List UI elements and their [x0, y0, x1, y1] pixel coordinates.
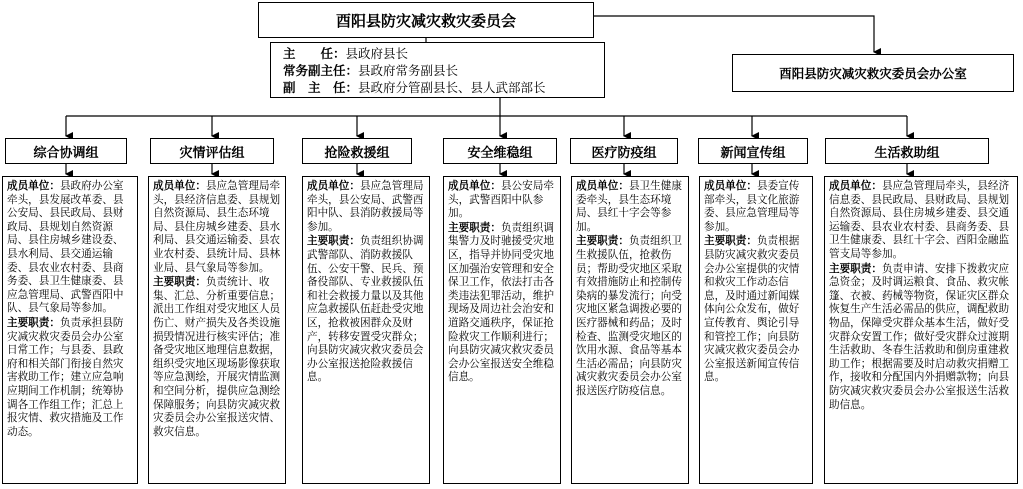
group-title-text: 灾情评估组 — [179, 145, 245, 161]
group-title-coordination — [5, 138, 127, 164]
leader-person: 县政府县长 — [345, 46, 409, 61]
group-desc-livelihood — [824, 176, 1018, 484]
leader-role: 常务副主任： — [283, 63, 359, 78]
members-text: 县应急管理局牵头，县经济信息委、县规划自然资源局、县生态环境局、县住房城乡建委、县水利局、县交通运输委、县农业农村委、县统计局、县林业局、县气象局等参加。 — [153, 180, 281, 274]
members-text: 县应急管理局牵头，县经济信息委、县民政局、县财政局、县规划自然资源局、县住房城乡建委、县交通运输委、县农业农村委、县商务委、县卫生健康委、县红十字会、酉阳金融监管支局等参加。 — [829, 180, 1010, 260]
group-title-text: 安全维稳组 — [467, 145, 533, 161]
group-desc-coordination — [2, 176, 138, 484]
group-desc-assessment — [148, 176, 286, 484]
leader-role: 主 任： — [283, 46, 346, 61]
members-text: 县卫生健康委牵头，县生态环境局、县红十字会等参加。 — [576, 180, 682, 233]
duties-text: 负责申请、安排下拨救灾应急资金；及时调运粮食、食品、救灾帐篷、衣被、药械等物资，保证灾区群众恢复生产生活必需品的供应，调配救助物品，保障受灾群众基本生活，做好受灾群众安置工作；做好受灾群众过渡期生活救助、冬春生活救助和倒房重建救助工作；根据需要及时启动救灾捐赠工作，接收和分配国内外捐赠款物；向县防灾减灾救灾委员会办公室报送生活救助信息。 — [829, 262, 1010, 411]
members-text: 县委宣传部牵头，县文化旅游委、县应急管理局等参加。 — [704, 180, 800, 233]
leader-person: 县政府常务副县长 — [358, 63, 459, 78]
duties-label: 主要职责： — [704, 235, 757, 248]
group-title-rescue — [302, 138, 412, 164]
duties-text: 负责根据县防灾减灾救灾委员会办公室提供的灾情和救灾工作动态信息，及时通过新闻媒体向公众发布，做好宣传教育、舆论引导和管控工作；向县防灾减灾救灾委员会办公室报送新闻宣传信息。 — [704, 235, 800, 384]
members-label: 成员单位： — [704, 180, 757, 192]
group-title-text: 生活救助组 — [874, 145, 940, 161]
headquarters-title: 酉阳县防灾减灾救灾委员会 — [335, 11, 516, 30]
leader-row-executive-deputy — [283, 62, 592, 79]
group-title-text: 新闻宣传组 — [720, 145, 786, 161]
group-title-text: 抢险救援组 — [324, 145, 390, 161]
leader-person: 县政府分管副县长、县人武部部长 — [358, 80, 546, 95]
arrow-to-office — [594, 16, 874, 52]
group-desc-security — [443, 176, 561, 484]
duties-label: 主要职责： — [448, 221, 501, 234]
members-label: 成员单位： — [307, 180, 360, 192]
office-title: 酉阳县防灾减灾救灾委员会办公室 — [779, 66, 967, 81]
duties-label: 主要职责： — [307, 235, 360, 248]
leader-row-director — [283, 45, 592, 62]
group-desc-rescue — [302, 176, 430, 484]
headquarters-box — [258, 2, 594, 38]
leadership-box — [270, 42, 605, 98]
group-desc-publicity — [699, 176, 813, 484]
duties-text: 负责组织协调武警部队、消防救援队伍、公安干警、民兵、预备役部队、专业救援队伍和社会救援力量以及其他应急救援队伍赶赴受灾地区，抢救被困群众及财产，转移安置受灾群众；向县防灾减灾救灾委员会办公室报送抢险救援信息。 — [307, 235, 424, 384]
group-title-assessment — [150, 138, 274, 164]
members-text: 县政府办公室牵头，县发展改革委、县公安局、县民政局、县财政局、县规划自然资源局、县住房城乡建设委、县水利局、县交通运输委、县农业农村委、县商务委、县卫生健康委、县应急管理局、武警酉阳中队、县气象局等参加。 — [7, 180, 124, 315]
office-box — [732, 54, 1014, 92]
duties-label: 主要职责： — [153, 276, 206, 289]
leader-row-deputy — [283, 79, 592, 96]
group-title-text: 医疗防疫组 — [591, 145, 657, 161]
duties-text: 负责承担县防灾减灾救灾委员会办公室日常工作；与县委、县政府和相关部门衔接自然灾害救助工作；建立应急响应期间工作机制；统筹协调各工作组工作；汇总上报灾情、救灾措施及工作动态。 — [7, 316, 124, 438]
members-label: 成员单位： — [829, 180, 882, 192]
members-text: 县应急管理局牵头，县公安局、武警酉阳中队、县消防救援局等参加。 — [307, 180, 424, 233]
group-title-publicity — [698, 138, 808, 164]
members-label: 成员单位： — [153, 180, 206, 192]
duties-text: 负责组织调集警力及时驰援受灾地区，指导并协同受灾地区加强治安管理和安全保卫工作，依法打击各类违法犯罪活动，维护现场及周边社会治安和道路交通秩序，保证抢险救灾工作顺利进行；向县防灾减灾救灾委员会办公室报送安全维稳信息。 — [448, 221, 554, 384]
members-text: 县公安局牵头，武警酉阳中队参加。 — [448, 180, 554, 220]
leader-role: 副 主 任： — [283, 80, 359, 95]
members-label: 成员单位： — [448, 180, 501, 192]
group-desc-medical — [571, 176, 689, 484]
group-title-medical — [570, 138, 678, 164]
duties-label: 主要职责： — [7, 316, 60, 329]
group-title-security — [443, 138, 557, 164]
group-title-livelihood — [825, 138, 989, 164]
members-label: 成员单位： — [576, 180, 629, 192]
duties-text: 负责组织卫生救援队伍，抢救伤员；帮助受灾地区采取有效措施防止和控制传染病的暴发流行；向受灾地区紧急调拨必要的医疗器械和药品；及时检查、监测受灾地区的饮用水源、食品等基本生活必需品；向县防灾减灾救灾委员会办公室报送医疗防疫信息。 — [576, 235, 682, 397]
duties-label: 主要职责： — [576, 235, 629, 248]
duties-label: 主要职责： — [829, 262, 882, 275]
duties-text: 负责统计、收集、汇总、分析重要信息；派出工作组对受灾地区人员伤亡、财产损失及各类设施损毁情况进行核实评估；准备受灾地区地理信息数据，组织受灾地区现场影像获取等应急测绘，开展灾情监测和空间分析，提供应急测绘保障服务；向县防灾减灾救灾委员会办公室报送灾情、救灾信息。 — [153, 276, 281, 438]
group-title-text: 综合协调组 — [33, 145, 99, 161]
members-label: 成员单位： — [7, 180, 60, 192]
